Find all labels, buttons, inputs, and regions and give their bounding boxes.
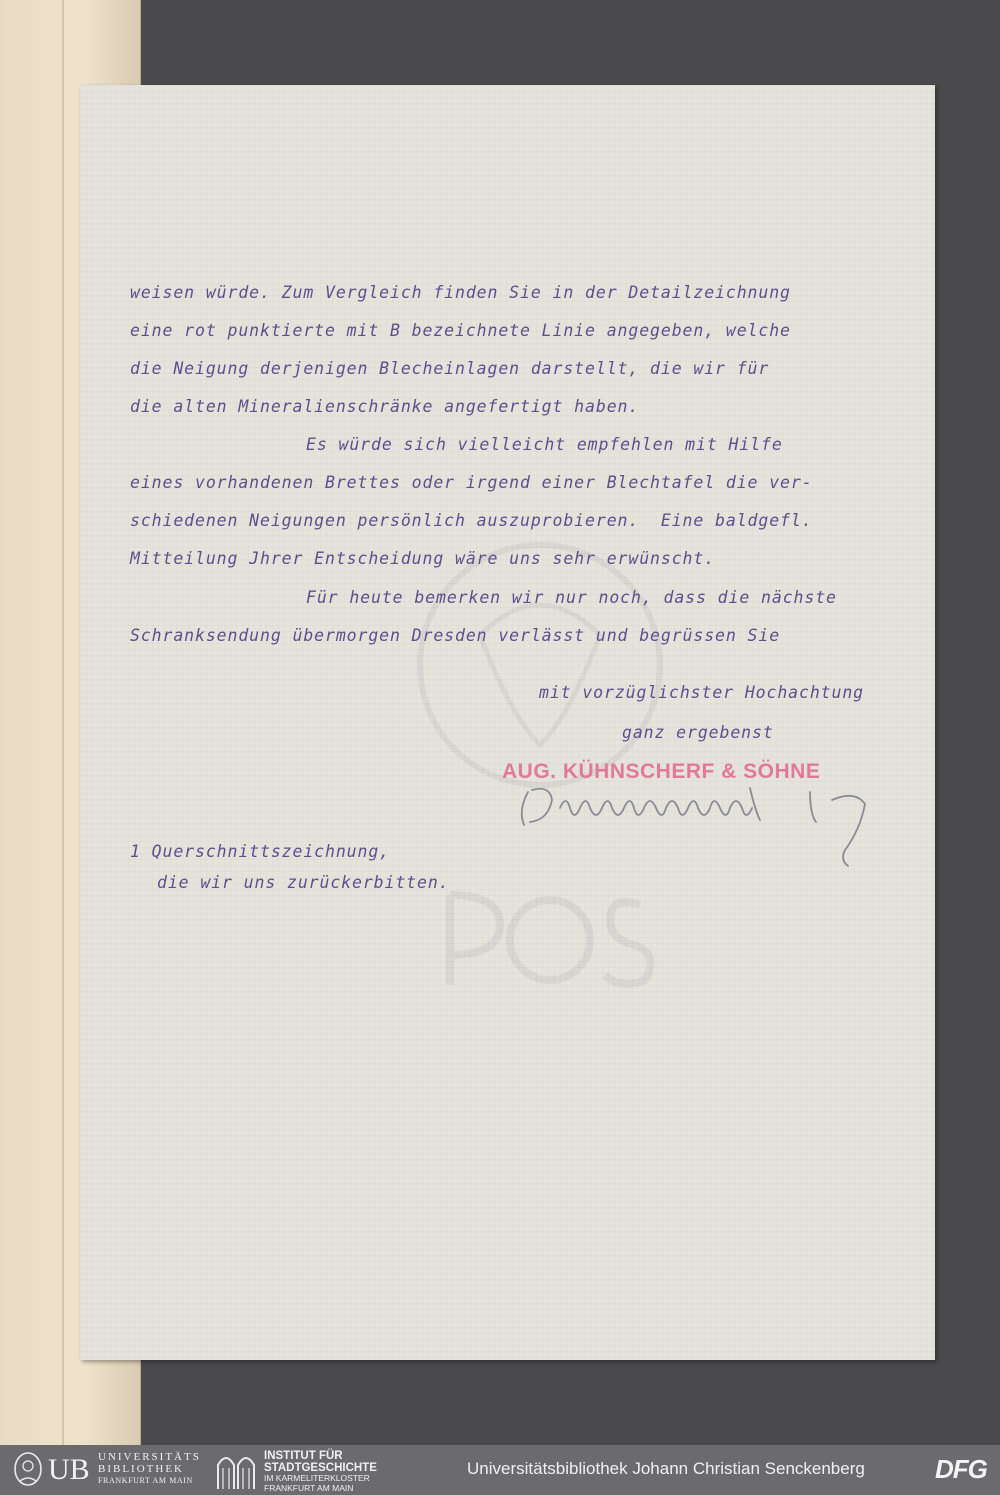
letter-sheet xyxy=(80,85,935,1360)
body-line-2: eine rot punktierte mit B bezeichnete Linie angegeben, welche xyxy=(130,321,791,340)
body-line-6: eines vorhandenen Brettes oder irgend einer Blechtafel die ver- xyxy=(130,473,813,492)
body-line-9: Für heute bemerken wir nur noch, dass die nächste xyxy=(306,588,837,607)
enclosure-line-1: 1 Querschnittszeichnung, xyxy=(130,842,391,861)
body-line-10: Schranksendung übermorgen Dresden verlässt und begrüssen Sie xyxy=(130,626,781,645)
ub-logo-letters: UB xyxy=(48,1453,90,1486)
body-line-7: schiedenen Neigungen persönlich auszuprobieren. Eine baldgefl. xyxy=(130,511,813,530)
institut-logo-text xyxy=(264,1451,377,1493)
body-line-1: weisen würde. Zum Vergleich finden Sie in der Detailzeichnung xyxy=(130,283,791,302)
ub-logo-text xyxy=(98,1452,201,1487)
footer-bar xyxy=(0,1445,1000,1495)
institut-line-2: STADTGESCHICHTE xyxy=(264,1461,377,1474)
body-line-3: die Neigung derjenigen Blecheinlagen darstellt, die wir für xyxy=(130,359,770,378)
institut-line-1: INSTITUT FÜR xyxy=(264,1450,343,1462)
ub-line-1: UNIVERSITÄTS xyxy=(98,1451,201,1463)
ub-line-2: BIBLIOTHEK xyxy=(98,1462,184,1475)
handwritten-signature xyxy=(510,770,900,870)
enclosure-line-2: die wir uns zurückerbitten. xyxy=(157,873,450,892)
body-line-8: Mitteilung Jhrer Entscheidung wäre uns sehr erwünscht. xyxy=(130,549,716,568)
closing-line-2: ganz ergebenst xyxy=(622,723,774,742)
body-line-5: Es würde sich vielleicht empfehlen mit Hilfe xyxy=(306,435,783,454)
ub-line-3: FRANKFURT AM MAIN xyxy=(98,1476,193,1485)
dfg-logo: DFG xyxy=(935,1454,987,1484)
library-name: Universitätsbibliothek Johann Christian Senckenberg xyxy=(467,1459,865,1478)
institut-line-4: FRANKFURT AM MAIN xyxy=(264,1482,354,1493)
body-line-4: die alten Mineralienschränke angefertigt haben. xyxy=(130,397,640,416)
institut-line-3: IM KARMELITERKLOSTER xyxy=(264,1473,370,1483)
closing-line-1: mit vorzüglichster Hochachtung xyxy=(539,683,865,702)
institut-arches-icon xyxy=(214,1449,258,1491)
underlying-page-fold xyxy=(62,0,64,1445)
company-stamp: AUG. KÜHNSCHERF & SÖHNE xyxy=(502,760,821,783)
